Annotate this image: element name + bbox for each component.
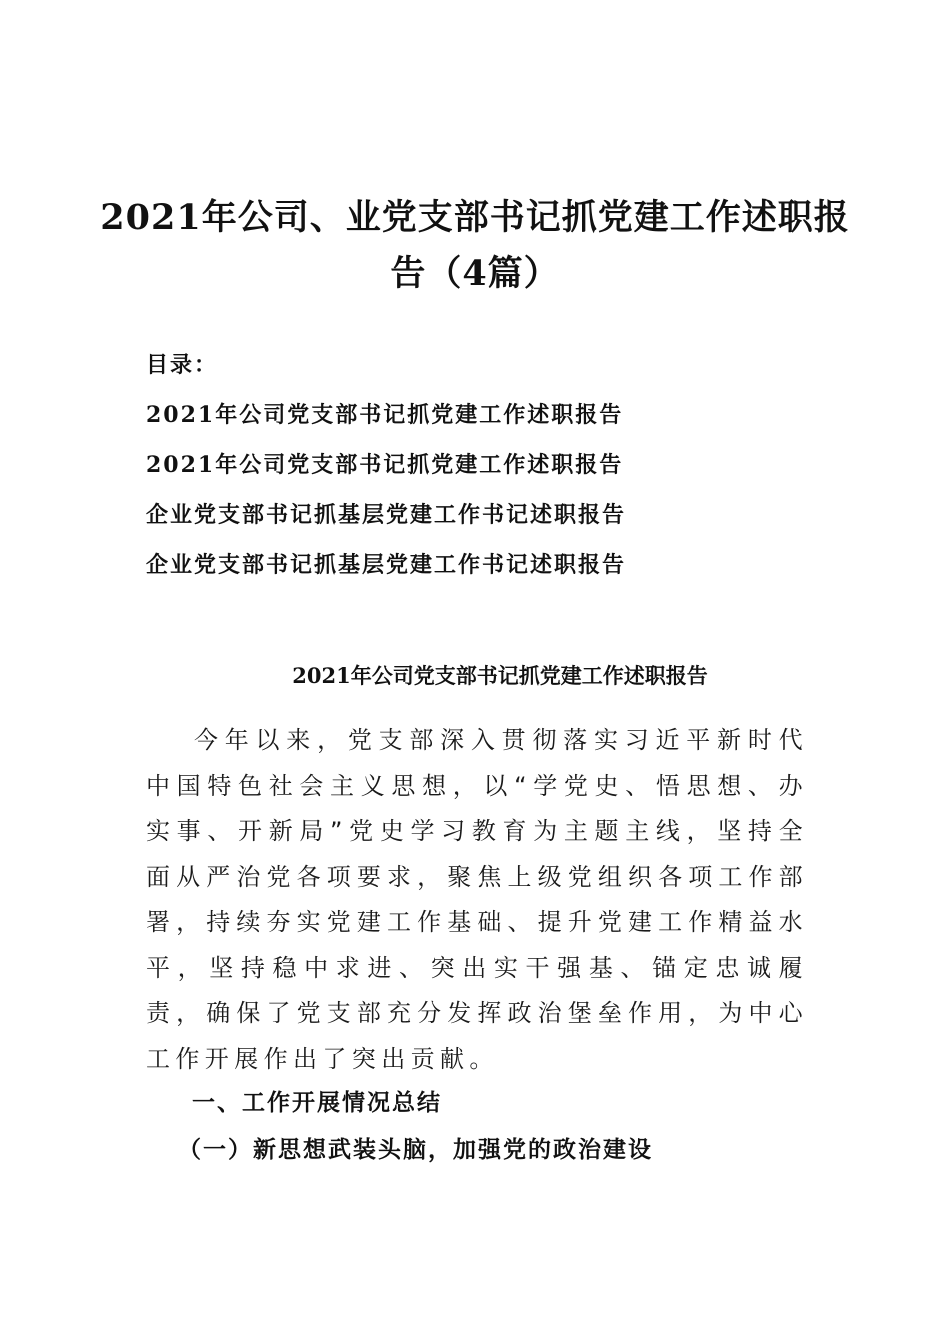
table-of-contents <box>146 340 846 590</box>
toc-item[interactable]: 2021年公司党支部书记抓党建工作述职报告 <box>146 452 624 478</box>
subsection-heading: （一）新思想武装头脑，加强党的政治建设 <box>178 1136 653 1163</box>
toc-heading: 目录： <box>146 352 219 378</box>
document-title: 2021年公司、业党支部书记抓党建工作述职报告（4篇） <box>100 197 850 294</box>
toc-item[interactable]: 企业党支部书记抓基层党建工作书记述职报告 <box>146 552 627 578</box>
toc-item[interactable]: 企业党支部书记抓基层党建工作书记述职报告 <box>146 502 627 528</box>
section-heading: 一、工作开展情况总结 <box>192 1089 442 1116</box>
toc-item[interactable]: 2021年公司党支部书记抓党建工作述职报告 <box>146 402 624 428</box>
body-paragraph: 今年以来，党支部深入贯彻落实习近平新时代中国特色社会主义思想，以“学党史、悟思想、办实事、开新局”党史学习教育为主题主线，坚持全面从严治党各项要求，聚焦上级党组织各项工作部署，持续夯实党建工作基础、提升党建工作精益水平，坚持稳中求进、突出实干强基、锚定忠诚履责，确保了党支部充分发挥政治堡垒作用，为中心工作开展作出了突出贡献。 <box>146 726 808 1073</box>
article-title: 2021年公司党支部书记抓党建工作述职报告 <box>292 663 708 688</box>
